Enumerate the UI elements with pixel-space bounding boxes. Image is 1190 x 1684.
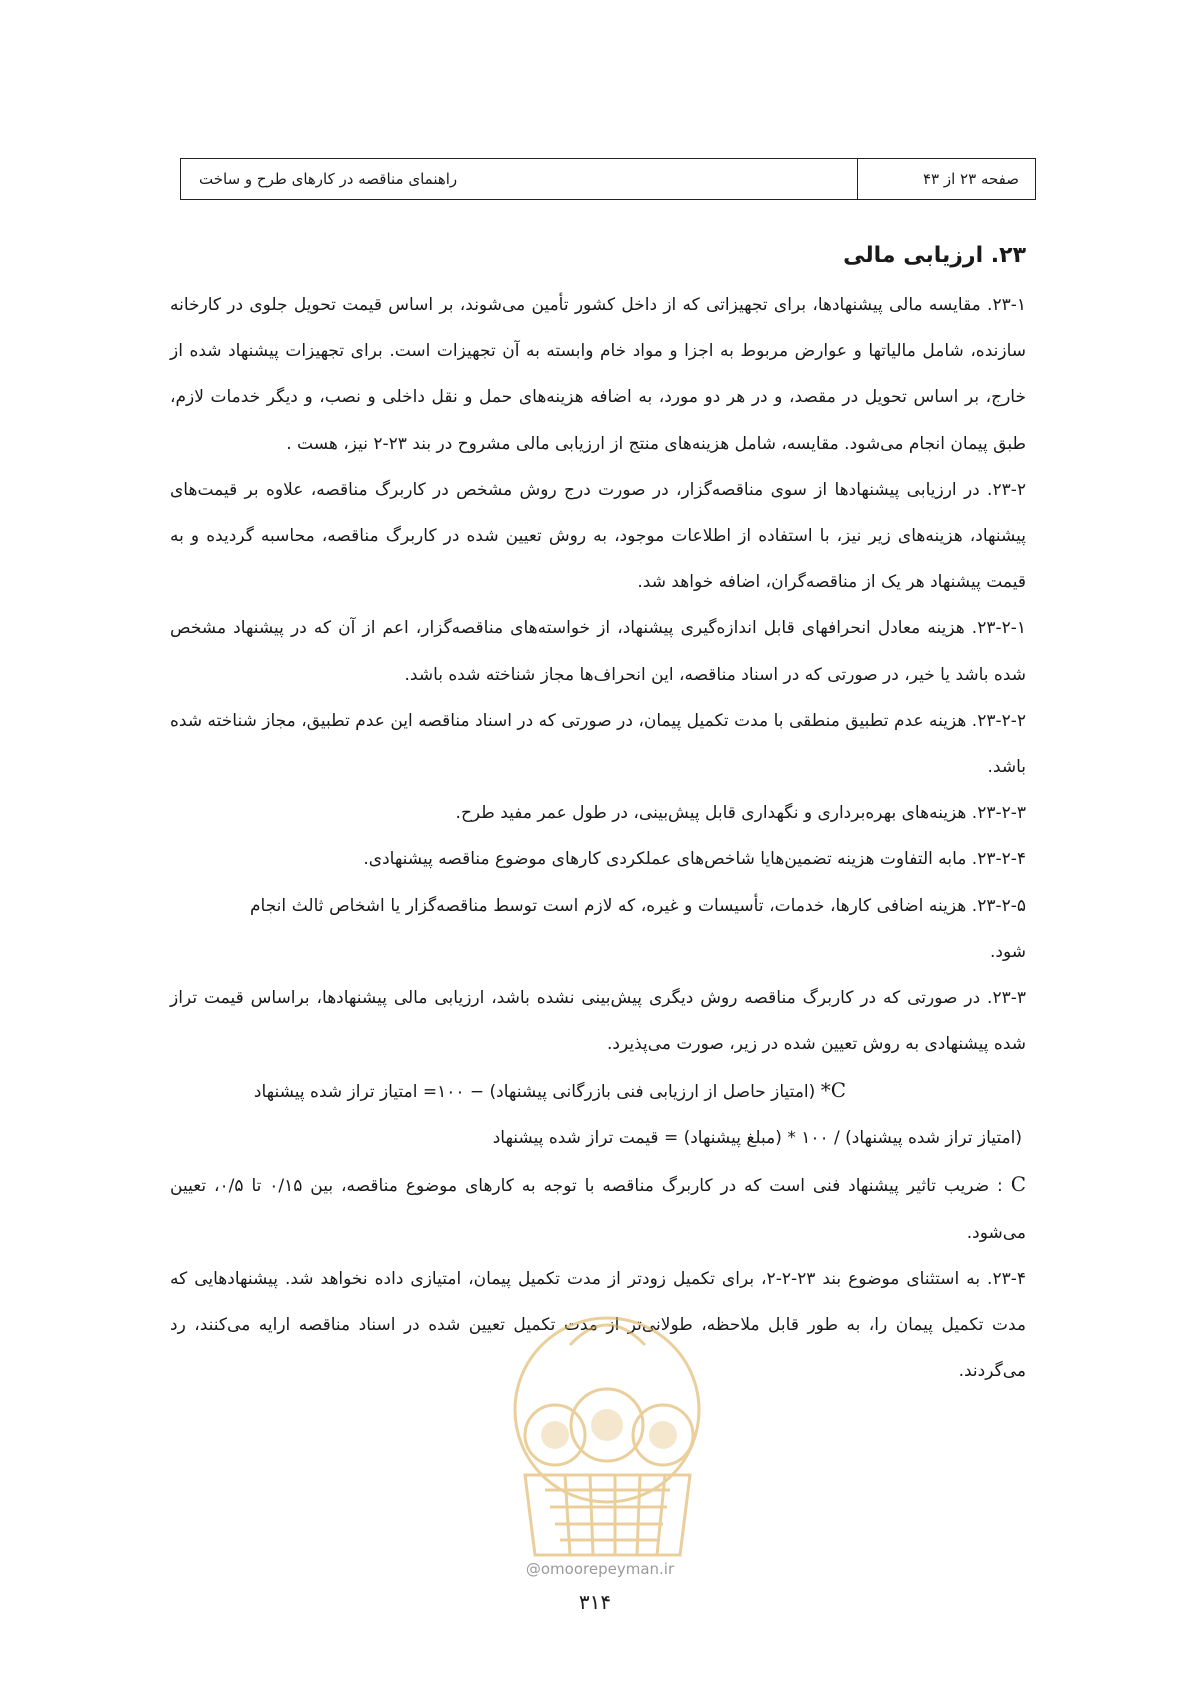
formula-2-text: (امتیاز تراز شده پیشنهاد) / ۱۰۰ * (مبلغ پیشنهاد) = قیمت تراز شده پیشنهاد: [492, 1128, 1022, 1149]
watermark-logo: [485, 1275, 730, 1565]
paragraph-23-2-1: ۲۳-۲-۱. هزینه معادل انحرافهای قابل اندازه‌گیری پیشنهاد، از خواسته‌های مناقصه‌گزار، اعم از آن که در پیشنهاد مشخص شده باشد یا خیر، در صورتی که در اسناد مناقصه، این انحراف‌ها مجاز شناخته شده باشد.: [170, 618, 1026, 685]
formula-adjusted-score: [170, 1067, 1026, 1115]
section-title: ۲۳. ارزیابی مالی: [843, 243, 1026, 268]
page-header: [180, 158, 1036, 200]
coefficient-variable-c: C: [1010, 1172, 1026, 1197]
main-content: [170, 236, 1026, 1394]
coefficient-definition: [170, 1161, 1026, 1255]
paragraph-23-2: ۲۳-۲. در ارزیابی پیشنهادها از سوی مناقصه‌گزار، در صورت درج روش مشخص در کاربرگ مناقصه، علاوه بر قیمت‌های پیشنهاد، هزینه‌های زیر نیز، با استفاده از اطلاعات موجود، به روش تعیین شده در کاربرگ مناقصه، محاسبه گردیده و به قیمت پیشنهاد هر یک از مناقصه‌گران، اضافه خواهد شد.: [170, 479, 1026, 593]
formula-adjusted-price: [170, 1115, 1026, 1161]
paragraph-23-4: ۲۳-۴. به استثنای موضوع بند ۲۳-۲-۲، برای تکمیل زودتر از مدت تکمیل پیمان، امتیازی داده نخواهد شد. پیشنهادهایی که مدت تکمیل پیمان را، به طور قابل ملاحظه، طولانی‌تر از مدت تکمیل تعیین شده در اسناد مناقصه ارایه می‌کنند، رد می‌گردند.: [170, 1268, 1026, 1382]
header-doc-title: راهنمای مناقصه در کارهای طرح و ساخت: [199, 170, 458, 188]
paragraph-23-1: ۲۳-۱. مقایسه مالی پیشنهادها، برای تجهیزاتی که از داخل کشور تأمین می‌شوند، بر اساس قیمت تحویل جلوی در کارخانه سازنده، شامل مالیاتها و عوارض مربوط به اجزا و مواد خام وابسته به آن تجهیزات است. برای تجهیزات پیشنهاد شده از خارج، بر اساس تحویل در مقصد، و در هر دو مورد، به اضافه هزینه‌های حمل و نقل داخلی و نصب، و دیگر خدمات لازم، طبق پیمان انجام می‌شود. مقایسه، شامل هزینه‌های منتج از ارزیابی مالی مشروح در بند ۲۳-۲ نیز، هست .: [170, 295, 1026, 454]
header-page-label: صفحه ۲۳ از ۴۳: [857, 159, 1035, 199]
paragraph-23-2-2: ۲۳-۲-۲. هزینه عدم تطبیق منطقی با مدت تکمیل پیمان، در صورتی که در اسناد مناقصه این عدم تطبیق، مجاز شناخته شده باشد.: [170, 710, 1026, 778]
paragraph-23-3: ۲۳-۳. در صورتی که در کاربرگ مناقصه روش دیگری پیش‌بینی نشده باشد، ارزیابی مالی پیشنهادها، براساس قیمت تراز شده پیشنهادی به روش تعیین شده در زیر، صورت می‌پذیرد.: [170, 988, 1026, 1055]
watermark-site: @omoorepeyman.ir: [525, 1560, 675, 1578]
formula-variable-c: C*: [820, 1078, 846, 1103]
page-number: ۳۱۴: [578, 1590, 612, 1614]
paragraph-23-2-5: ۲۳-۲-۵. هزینه اضافی کارها، خدمات، تأسیسات و غیره، که لازم است توسط مناقصه‌گزار یا اشخاص ثالث انجام شود.: [250, 895, 1026, 962]
paragraph-23-2-4: ۲۳-۲-۴. مابه التفاوت هزینه تضمین‌هایا شاخص‌های عملکردی کارهای موضوع مناقصه پیشنهادی.: [363, 849, 1026, 870]
coefficient-text: : ضریب تاثیر پیشنهاد فنی است که در کاربرگ مناقصه با توجه به کارهای موضوع مناقصه، بین ۰/۱۵ تا ۰/۵، تعیین می‌شود.: [170, 1176, 1026, 1243]
formula-1-text: (امتیاز حاصل از ارزیابی فنی بازرگانی پیشنهاد) − ۱۰۰= امتیاز تراز شده پیشنهاد: [253, 1082, 816, 1103]
paragraph-23-2-3: ۲۳-۲-۳. هزینه‌های بهره‌برداری و نگهداری قابل پیش‌بینی، در طول عمر مفید طرح.: [455, 803, 1026, 824]
